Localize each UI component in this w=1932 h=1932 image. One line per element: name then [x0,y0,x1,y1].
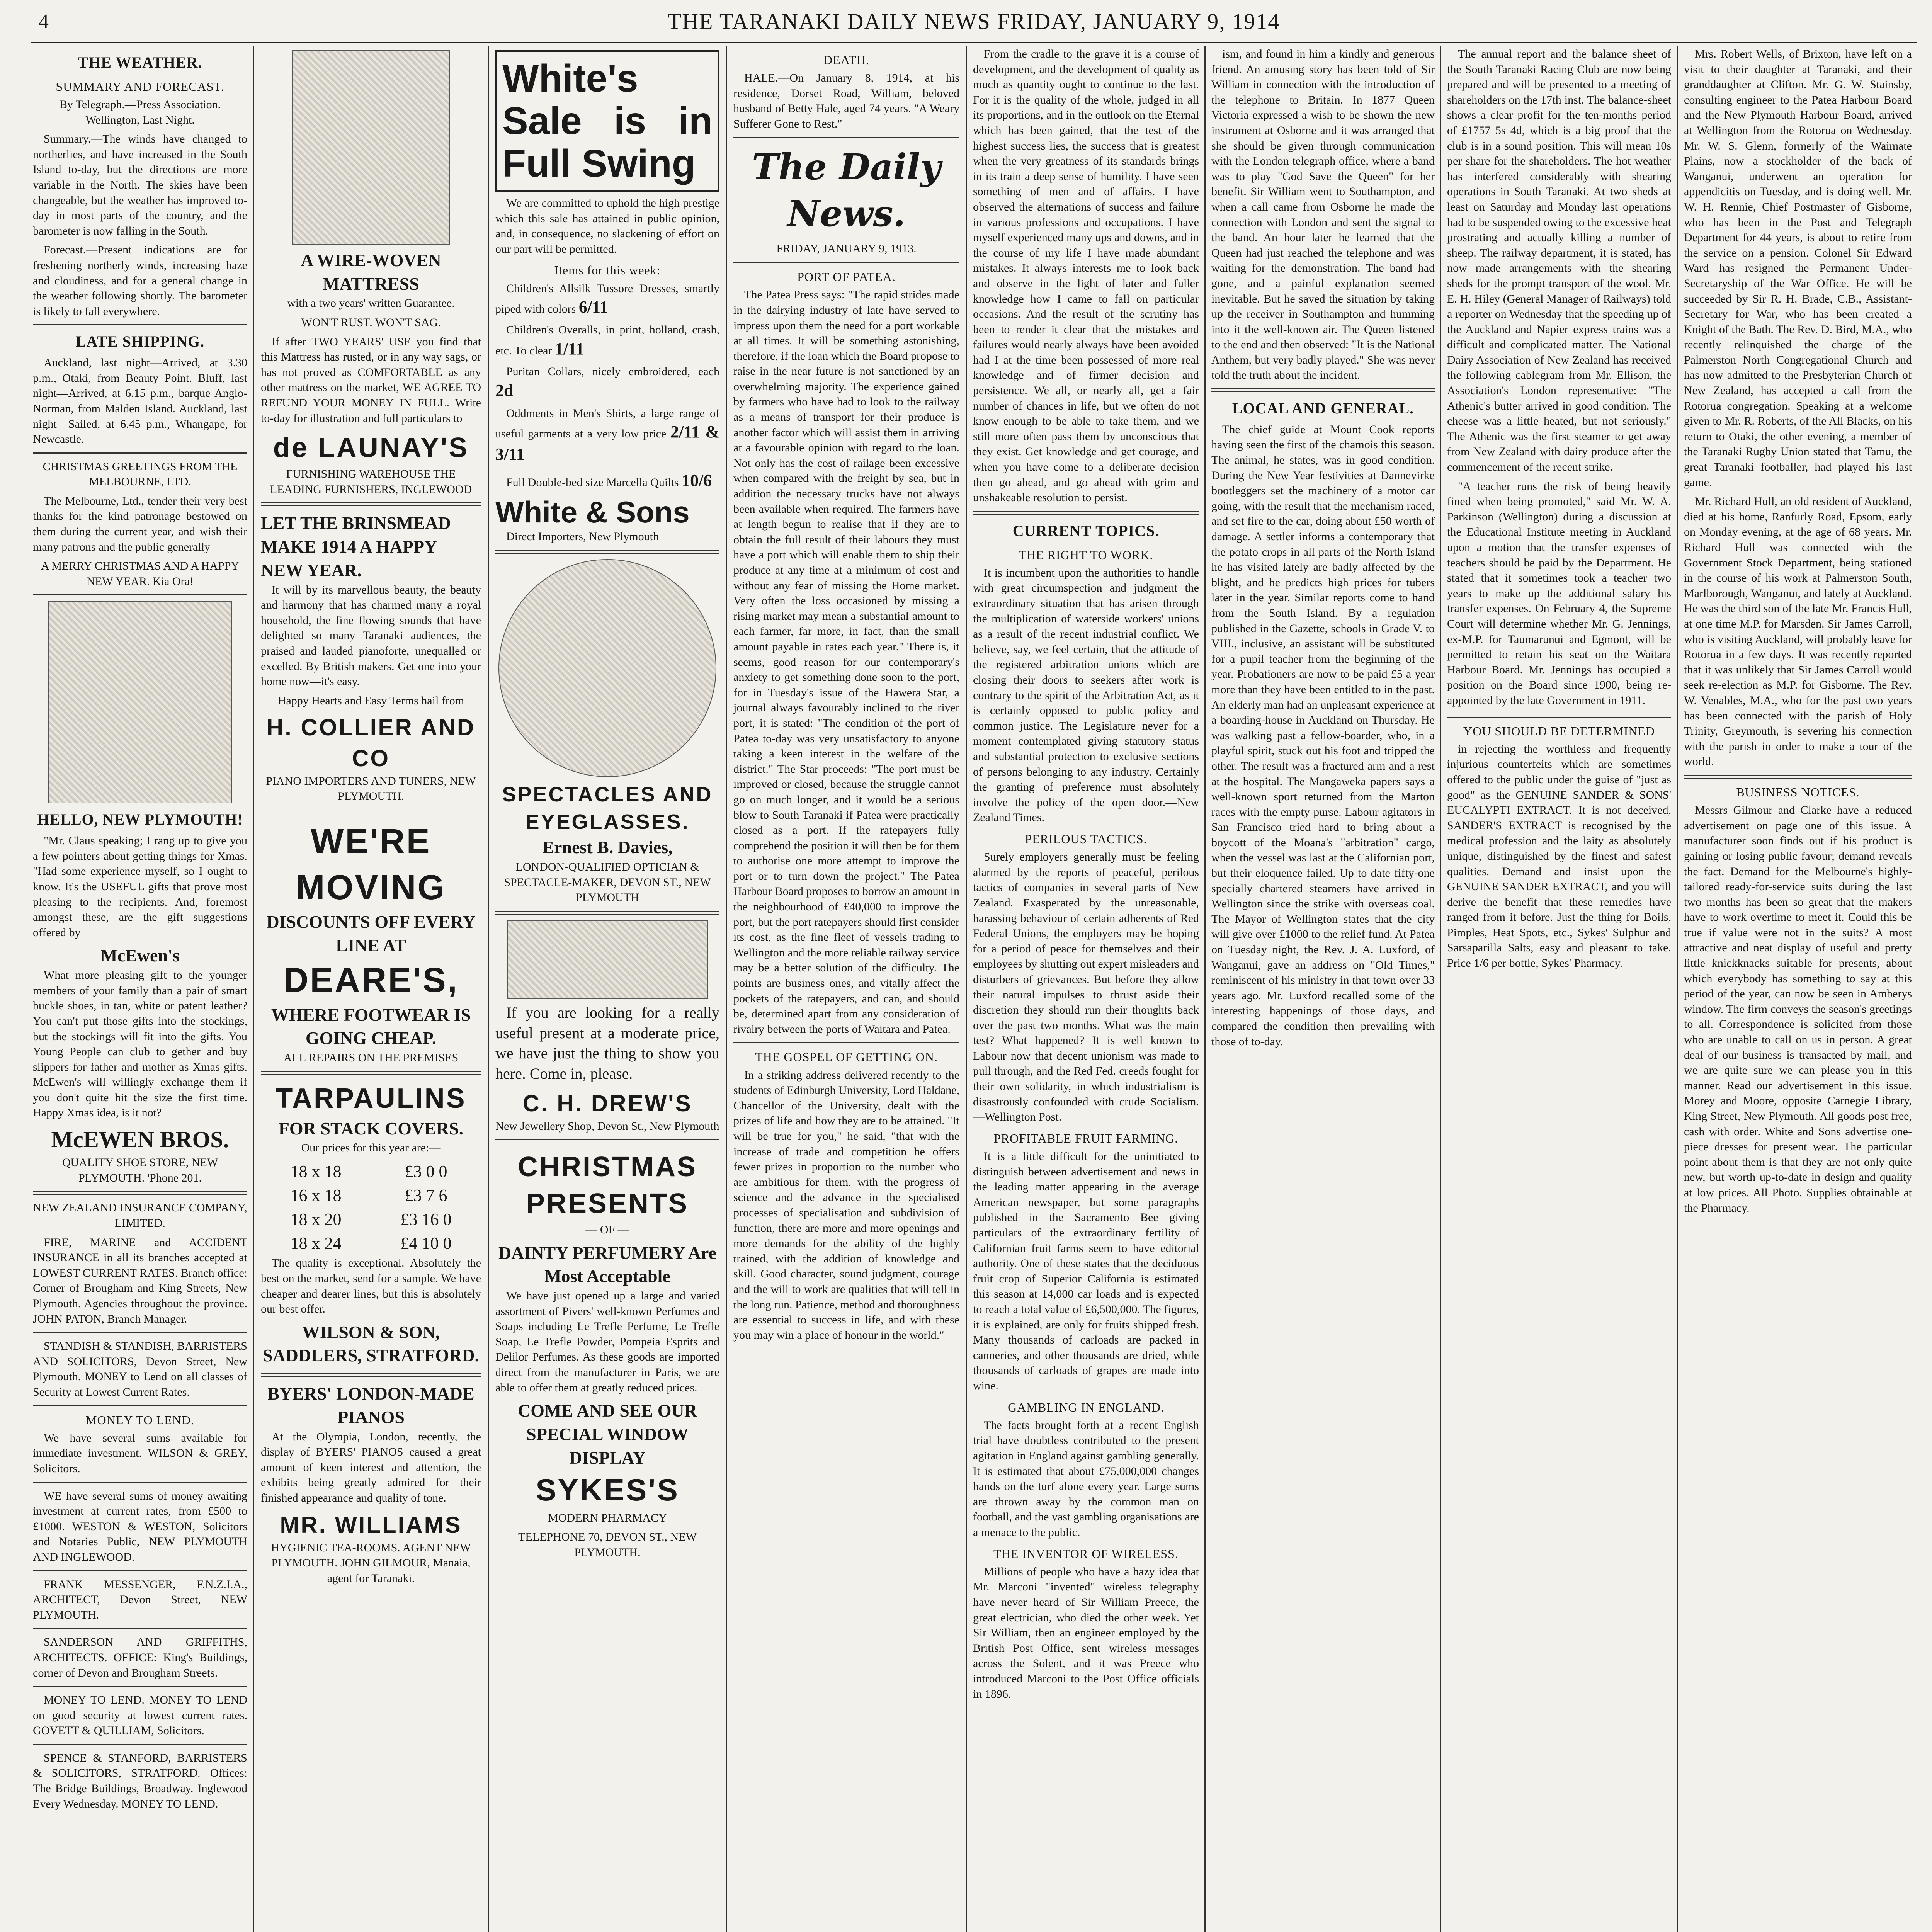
gambling-heading: GAMBLING IN ENGLAND. [1008,1400,1164,1414]
list-item: Children's Allsilk Tussore Dresses, smartly piped with colors 6/11 [495,282,719,317]
determined-text: in rejecting the worthless and frequently injurious counterfeits which are sometimes offered to the public under the guise of "just as good" as the GENUINE SANDER & SONS' EUCALYPTI EXTRACT. It is not deceived, SANDER'S EXTRACT is recognised by the medical profession and the laity as absolutely unique, distinguished by the finest and safest qualities. Demand and insist upon the GENUINE SANDER EXTRACT, and you will derive the benefit that these remedies have ranged from it before. Just the thing for Boils, Pimples, Heat Spots, etc., Sykes' Sulphur and Sarsaparilla Salts, easy and pleasant to take. Price 1/6 per bottle, Sykes' Pharmacy. [1447,742,1671,970]
perilous-tactics-heading: PERILOUS TACTICS. [1025,832,1147,846]
newspaper-logo: The Daily News. [752,146,941,235]
fruit-farming-heading: PROFITABLE FRUIT FARMING. [993,1131,1179,1145]
nz-insurance-heading: NEW ZEALAND INSURANCE COMPANY, LIMITED. [33,1201,247,1230]
jewellery-illustration [507,920,708,999]
govett-notice: MONEY TO LEND. MONEY TO LEND on good security at lowest current rates. GOVETT & QUILLIAM, Solicitors. [33,1694,247,1737]
money-lend-text: We have several sums available for immediate investment. WILSON & GREY, Solicitors. [33,1431,247,1475]
mcewen-bros-sub: QUALITY SHOE STORE, NEW PLYMOUTH. 'Phone 201. [62,1156,218,1184]
whites-sons-heading: White & Sons [495,495,690,529]
column-divider [1440,46,1441,1932]
hull-text: Mr. Richard Hull, an old resident of Auckland, died at his home, Ranfurly Road, Epsom, early on Monday evening, at the age of 68 years. Mr. Richard Hull was connected with the Government Stock Department, being stationed in the course of his work at Palmerston South, Marlborough, Wanganui, and lately at Auckland. He was the third son of the late Mr. Francis Hull, at one time M.P. for Marsden. Sir James Carroll, who is visiting Auckland, will probably leave for Rotorua in a few days. It was recently reported that it was unlikely that Sir James Carroll would seek re-election as M.P. for Gisborne. The Rev. W. Venables, M.A., who for the past two years has been connected with the parish of Holy Trinity, Greymouth, is severing his connection with the parish in order to make a tour of the world. [1684,495,1912,768]
deares-heading: DEARE'S, [283,961,459,1000]
gospel-text: In a striking address delivered recently to the students of Edinburgh University, Lord Haldane, Chancellor of the University, dealt with the prizes of life and how they are to be attained. "It will be true for you," he said, "that with the increase of trade and competition he offers fewer prizes in proportion to the number who are ambitious for them, with the progress of science and the advance in the specialised processes of specialisation and subdivision of function, there are more and more openings and more demands for the ability of the highly trained, with the addition of knowledge and skill. Good character, sound judgment, courage and the will to work are qualities that will tell in the long run. Patience, method and thoroughness are essential to success in life, and with these you may win a place of honour in the world." [733,1068,959,1342]
column-3 [495,46,719,1932]
hello-text: "Mr. Claus speaking; I rang up to give you a few pointers about getting things for Xmas. "Had some experience myself, so I ought to know. It's the USEFUL gifts that prove most pleasing to the recipients. And, foremost amongst these, are the gift suggestions offered by [33,834,247,939]
port-patea-text: The Patea Press says: "The rapid strides made in the dairying industry of late have served to impress upon them the need for a port workable at all times. It will be something astonishing, therefore, if the loan which the Board propose to raise in the near future is not sanctioned by an overwhelming majority. The experience gained by farmers who have had to look to the railway as a means of transport for their produce is another factor which will assist them in arriving at a favourable opinion with regard to the loan. Not only has the cost of railage been excessive when compared with the freight by sea, but in addition the necessary trucks have not always been available when required. The farmers have at length begun to realise that if they are to obtain the full result of their labours they must have a port which will enable them to ship their produce at any time at a minimum of cost and without any fear of missing the Home market. Very often the loss occasioned by missing a rising market may mean a substantial amount to each farmer, far more, in fact, than the small amount payable in rates each year." There is, it seems, good reason for our contemporary's anxiety to get something done soon to the port, for in Tuesday's issue of the Hawera Star, a journal always favourably inclined to the river port, it is stated: "The condition of the port of Patea to-day was very unsatisfactory to anyone taking a keen interest in the welfare of the district." The Star proceeds: "The port must be improved or closed, because the struggle cannot go on much longer, and it would be a serious blow to South Taranaki if Patea were practically closed as a port. If the ratepayers fully comprehend the position it will then be for them to authorise one more attempt to improve the port or to turn down the project." The Patea Harbour Board proposes to borrow an amount in the neighbourhood of £40,000 to improve the port, but the port ratepayers should first consider its cost, as the fine fleet of vessels trading to Wellington and the more reliable railway service may be a better solution of the difficulty. The points are business ones, and vitally affect the pockets of the ratepayers, and can, and should be, determined apart from any consideration of rivalry between the ports of Waitara and Patea. [733,288,959,1036]
perfumery-text: We have just opened up a large and varied assortment of Pivers' well-known Perfumes and Soaps including Le Trefle Perfume, Le Trefle Soap, Le Trefle Powder, Pompeia Esprits and Delilor Perfumes. As these goods are imported direct from the manufacturer in Paris, we are able to offer them at greatly reduced prices. [495,1289,719,1394]
discounts-text: DISCOUNTS OFF EVERY LINE AT [266,912,476,956]
masthead-title: THE TARANAKI DAILY NEWS FRIDAY, JANUARY 9, 1914 [667,9,1280,34]
port-patea-heading: PORT OF PATEA. [797,270,896,284]
current-topics-heading: CURRENT TOPICS. [1012,522,1160,539]
stack-covers: FOR STACK COVERS. [278,1118,464,1138]
teacher-text: "A teacher runs the risk of being heavily fined when being promoted," said Mr. W. A. Parkinson (Wellington) during a discussion at the Educational Institute meeting in Auckland upon a motion that the transfer expenses of teachers should be paid by the Department. He stated that it sometimes took a teacher two years to make up the additional salary his transfer expenses. On February 4, the Supreme Court will determine whether Mr. G. Jennings, ex-M.P. for Taumarunui and Egmont, will be permitted to retain his seat on the Waitara Harbour Board. Mr. Jennings has occupied a position on the Board since 1900, being re-appointed by the late Government in 1911. [1447,480,1671,707]
business-notices-text: Messrs Gilmour and Clarke have a reduced advertisement on page one of this issue. A manufacturer soon finds out if his product is gaining or losing public favour; demand reveals the fact. Demand for the Melbourne's highly-tailored ready-for-service suits during the last two months has been so great that the makers have to work overtime to meet it. Could this be true if value were not in the suits? A most attractive and neat display of useful and pretty little knickknacks suitable for presents, about which everybody has something to say at this period of the year, can now be seen in Amberys window. The firm conveys the season's greetings to all. Correspondence is solicited from those who are unable to call on us in person. A great deal of our business is transacted by mail, and we are quite sure we can please you in this manner. Read our advertisement in this issue. Morey and Moore, opposite Carnegie Library, King Street, New Plymouth. All goods post free, cash with order. White and Sons advertise one-piece dresses for present wear. The particular point about them is that they are not only quite new, but worth up-to-date in design and quality at low prices. All Photo. Supplies obtainable at the Pharmacy. [1684,804,1912,1214]
optical-company-seal [498,559,716,777]
column-1 [33,46,247,1932]
shipping-text: Auckland, last night—Arrived, at 3.30 p.m., Otaki, from Beauty Point. Bluff, last night—Arrived, at 6.15 p.m., barque Anglo-Norman, from Malden Island. Auckland, last night—Sailed, at 6.45 p.m., Whangape, for Newcastle. [33,356,247,446]
spence-notice: SPENCE & STANFORD, BARRISTERS & SOLICITORS, STRATFORD. Offices: The Bridge Buildings, Broadway. Inglewood Every Wednesday. MONEY TO LEND. [33,1751,247,1810]
perfumery-heading: DAINTY PERFUMERY Are Most Acceptable [498,1243,716,1286]
column-divider [253,46,254,1932]
moving-heading-2: MOVING [296,868,446,907]
column-divider [1677,46,1678,1932]
right-to-work-text: It is incumbent upon the authorities to handle with great circumspection and judgment the extraordinary situation that has arisen through the multiplication of waterside workers' unions as a result of the recent industrial conflict. We believe, say, we feel certain, that the attitude of the registered arbitration unions which are closing their doors to seekers after work is contrary to the spirit of the Arbitration Act, as it is certainly opposed to public policy and common justice. The Legislature never for a moment contemplated giving statutory status and substantial protection to exclusive sections of persons belonging to any industry. Certainly the granting of preference must absolutely involve the policy of the open door.—New Zealand Times. [973,566,1199,824]
williams-sub: HYGIENIC TEA-ROOMS. AGENT NEW PLYMOUTH. JOHN GILMOUR, Manaia, agent for Taranaki. [271,1541,471,1585]
weather-subheading: SUMMARY AND FORECAST. [56,79,224,94]
mcewens-brand: McEwen's [100,946,180,966]
come-see-heading: COME AND SEE OUR SPECIAL WINDOW DISPLAY [518,1401,697,1468]
moving-heading-1: WE'RE [311,822,431,861]
tarpaulin-text: The quality is exceptional. Absolutely the best on the market, send for a sample. We have cheaper and dearer lines, but this is absolutely our best offer. [261,1257,481,1316]
business-notices-heading: BUSINESS NOTICES. [1736,785,1860,799]
column-divider [726,46,727,1932]
wireless-text: Millions of people who have a hazy idea that Mr. Marconi "invented" wireless telegraphy have never heard of Sir William Preece, the great electrician, who died the other week. Yet Sir William, then an engineer employed by the British Post Office, sent wireless messages across the Solent, and it was Preece who introduced Marconi to the Post Office officials in 1896. [973,1565,1199,1701]
column-divider [488,46,489,1932]
wilson-son: WILSON & SON, SADDLERS, STRATFORD. [262,1322,480,1366]
messenger-notice: FRANK MESSENGER, F.N.Z.I.A., ARCHITECT, Devon Street, NEW PLYMOUTH. [33,1578,247,1621]
column-8 [1684,46,1912,1932]
weather-forecast: Forecast.—Present indications are for freshening northerly winds, increasing haze and cloudiness, and for a general change in the weather following shortly. The barometer is likely to fall everywhere. [33,243,247,318]
list-item: Puritan Collars, nicely embroidered, each 2d [495,365,719,400]
williams-heading: MR. WILLIAMS [280,1512,462,1538]
column-5 [973,46,1199,1932]
list-item: Oddments in Men's Shirts, a large range of useful garments at a very low price 2/11 & 3/11 [495,406,719,464]
local-general-text: The chief guide at Mount Cook reports having seen the first of the chamois this season. The animal, he states, was in good condition. During the New Year festivities at Dannevirke bootleggers set the machinery of a motor car going, with the result that the mechanism raced, and set fire to the car, doing about £50 worth of damage. A settler informs a contemporary that the potato crops in all parts of the North Island he has visited lately are badly affected by the blight, and he predicts high prices for tubers later in the year. Similar reports come to hand from the South Island. By a regulation published in the Gazette, schools in Grade V. to VIII., inclusive, an assistant will be substituted for a pupil teacher from the beginning of the year. Probationers are now to be paid £5 a year more than they have been entitled to in the past. An elderly man had an unpleasant experience at a boarding-house in Auckland on Thursday. He was walking past a fellow-boarder, who, in a playful spirit, stuck out his foot and tripped the other. The result was a fractured arm and a rest at the hospital. The Mangaweka papers says a well-known sport returned from the Marton races with the empty purse. Labour agitators in San Francisco tried hard to bring about a boycott of the Moana's "arbitration" cargo, when the vessel was last at the Californian port, but their eloquence failed. Up to date fifty-one specially chartered steamers have arrived in Wellington since the strike with overseas coal. The Mayor of Wellington states that the city will give over £1000 to the relief fund. At Patea on Tuesday night, the Rev. J. A. Luxford, of Wanganui, gave an address on "Old Times," reminiscent of his ministry in that town over 33 years ago. Mr. Luxford recalled some of the interesting happenings of those days, and compared the condition then prevailing with those of to-day. [1211,423,1435,1048]
of-divider: — OF — [585,1223,629,1236]
column-6 [1211,46,1435,1932]
table-row: 18 x 18 £3 0 0 [290,1162,447,1181]
whites-sale-title: White's Sale is in Full Swing [502,57,713,185]
sale-items-list [495,281,719,492]
drew-sub: New Jewellery Shop, Devon St., New Plymouth [495,1120,719,1133]
spectacles-heading: SPECTACLES AND EYEGLASSES. [502,782,713,834]
wireless-heading: THE INVENTOR OF WIRELESS. [993,1546,1179,1561]
sykes-address: TELEPHONE 70, DEVON ST., NEW PLYMOUTH. [518,1531,697,1559]
whites-sale-ad [495,50,719,192]
determined-heading: YOU SHOULD BE DETERMINED [1463,724,1655,738]
collier-heading: H. COLLIER AND CO [266,714,476,771]
sykes-sub: MODERN PHARMACY [548,1511,667,1524]
column-divider [1204,46,1206,1932]
weston-notice: WE have several sums of money awaiting investment at current rates, from £500 to £1000. WESTON & WESTON, Solicitors and Notaries Public, NEW PLYMOUTH AND INGLEWOOD. [33,1489,247,1563]
standish-notice: STANDISH & STANDISH, BARRISTERS AND SOLICITORS, Devon Street, New Plymouth. MONEY to Lend on all classes of Security at Lowest Current Rates. [33,1340,247,1398]
prices-heading: Our prices for this year are:— [301,1141,441,1155]
whites-sons-sub: Direct Importers, New Plymouth [506,530,659,543]
xmas-greetings-heading: CHRISTMAS GREETINGS FROM THE MELBOURNE, LTD. [43,460,238,488]
sleeper-illustration [292,50,450,245]
brinsmead-text: It will by its marvellous beauty, the beauty and harmony that has charmed many a royal household, the fine flowing sounds that have delighted so many Taranaki audiences, the praised and lauded pianoforte, unequalled or excelled. By British makers. Get one into your home now—it's easy. [261,583,481,688]
weather-summary: Summary.—The winds have changed to northerlies, and have increased in the South Island to-day, but the directions are more variable in the North. The skies have been changeable, but the weather has improved to-day in most parts of the country, and the barometer is now falling in the South. [33,133,247,237]
gambling-text: The facts brought forth at a recent English trial have doubtless contributed to the present agitation in England against gambling generally. It is estimated that about £75,000,000 changes hands on the turf alone every year. Large sums are thrown away by the common man on football, and the vast gambling organisations are a menace to the public. [973,1418,1199,1539]
edition-date: FRIDAY, JANUARY 9, 1913. [776,242,917,255]
death-notice: HALE.—On January 8, 1914, at his residence, Dorset Road, William, beloved husband of Betty Hale, aged 74 years. "A Weary Sufferer Gone to Rest." [733,71,959,131]
local-general-heading: LOCAL AND GENERAL. [1232,400,1414,417]
byers-heading: BYERS' LONDON-MADE PIANOS [267,1384,474,1427]
column-2 [261,46,481,1932]
collier-sub: PIANO IMPORTERS AND TUNERS, NEW PLYMOUTH. [266,774,476,803]
mattress-tags: WON'T RUST. WON'T SAG. [301,316,441,329]
hello-heading: HELLO, NEW PLYMOUTH! [37,811,243,828]
davies-heading: Ernest B. Davies, [542,837,673,857]
column-divider [966,46,967,1932]
sykes-heading: SYKES'S [536,1473,679,1507]
mattress-heading: A WIRE-WOVEN MATTRESS [301,250,441,294]
items-heading: Items for this week: [554,263,661,277]
masthead [31,8,1917,35]
money-lend-heading: MONEY TO LEND. [86,1413,194,1427]
mcewens-text: What more pleasing gift to the younger members of your family than a pair of smart buckle shoes, in tan, white or patent leather? You can't put those gifts into the stockings, but the stockings will fit into the gifts. You Young People can club to gether and buy slippers for father and mother as Xmas gifts. McEwen's will willingly exchange them if you don't quite hit the size the first time. Happy Xmas idea, is it not? [33,969,247,1119]
personal-notes-text: Mrs. Robert Wells, of Brixton, have left on a visit to their daughter at Taranaki, and their granddaughter at Clifton. Mr. G. W. Stainsby, consulting engineer to the Patea Harbour Board and the New Plymouth Harbour Board, arrived at Wellington from the Rotorua on Wednesday. Mr. W. S. Glenn, formerly of the Waimate Plains, now a stockholder of the back of Wanganui, underwent an operation for appendicitis on Tuesday, and is doing well. Mr. W. H. Rennie, Chief Postmaster of Gisborne, who has been in the Post and Telegraph Department for 44 years, is about to retire from the service on a pension. Colonel Sir Edward Ward has resigned the Permanent Under-Secretaryship of the War Office. He will be succeeded by Sir R. H. Brade, C.B., Assistant-Secretary for War, who has been created a Knight of the Bath. The Rev. D. Bird, M.A., who recently relinquished the charge of the Palmerston North Congregational Church and has now admitted to the Presbyterian Church of New Zealand, has accepted a call from the Rotorua congregation. Speaking at a welcome given to Mr. R. Roberts, of the All Blacks, on his return to Otaki, the other evening, a member of the Taranaki Rugby Union stated that Tamu, the great Taranaki footballer, had played his last game. [1684,48,1912,489]
mattress-text: If after TWO YEARS' USE you find that this Mattress has rusted, or in any way sags, or has not proved as COMFORTABLE as any other mattress on the market, WE AGREE TO REFUND YOUR MONEY IN FULL. Write to-day for illustration and full particulars to [261,335,481,425]
delaunay-heading: de LAUNAY'S [273,432,469,464]
perilous-tactics-text: Surely employers generally must be feeling alarmed by the reports of peaceful, perilous tactics of companies in several parts of New Zealand. Exasperated by the unreasonable, harassing behaviour of certain adherents of Red Federal Unions, the employers may be hoping for a period of peace for themselves and their employees by shutting out expert misleaders and disturbers of grievances. But before they allow their natural impulses to thrust aside their discretion they should run their thoughts back over the past two months. What was the main test? What happened? It is well known to Labour now that decent unionism was made to pull through, and the Red Fed. creeds fought for their own solidarity, in which industrialism is disastrously confounded with crude Socialism.—Wellington Post. [973,850,1199,1124]
davies-sub: LONDON-QUALIFIED OPTICIAN & SPECTACLE-MAKER, DEVON ST., NEW PLYMOUTH [504,861,711,904]
nz-insurance-text: FIRE, MARINE and ACCIDENT INSURANCE in all its branches accepted at LOWEST CURRENT RATES. Branch office: Corner of Brougham and King Streets, New Plymouth. Agencies throughout the province. JOHN PATON, Branch Manager. [33,1236,247,1325]
table-row: 16 x 18 £3 7 6 [290,1186,447,1205]
brinsmead-heading: LET THE BRINSMEAD MAKE 1914 A HAPPY NEW YEAR. [261,513,451,580]
mcewen-bros-heading: McEWEN BROS. [51,1127,229,1153]
drew-heading: C. H. DREW'S [522,1090,692,1117]
death-heading: DEATH. [823,53,869,67]
table-row: 18 x 20 £3 16 0 [290,1210,452,1229]
xmas-greetings-text: The Melbourne, Ltd., tender their very best thanks for the kind patronage bestowed on them during the current year, and wish their many patrons and the public generally [33,494,247,553]
christmas-presents-heading: CHRISTMAS PRESENTS [518,1151,697,1219]
tarpaulin-price-table [261,1160,481,1255]
list-item: Full Double-bed size Marcella Quilts 10/6 [506,471,712,490]
tarpaulins-heading: TARPAULINS [276,1083,466,1114]
xmas-wish: A MERRY CHRISTMAS AND A HAPPY NEW YEAR. Kia Ora! [41,560,240,588]
racing-club-text: The annual report and the balance sheet of the South Taranaki Racing Club are now being prepared and will be presented to a meeting of shareholders on the 17th inst. The balance-sheet shows a clear profit for the ten-months period of £1757 5s 4d, which is a big proof that the club is in a sound position. This will mean 10s per share for the shareholders. The hot weather has interfered considerably with shearing operations in South Taranaki. At two sheds at least on Saturday and Monday last operations had to be suspended owing to the excessive heat prostrating and actually killing a number of sheep. The railway department, it is stated, has now made arrangements with the shearing sheds for the prompt transport of the wool. Mr. E. H. Hiley (General Manager of Railways) told a reporter on Wednesday that the speeding up of the Auckland and Napier express trains was a difficult and complicated matter. The National Dairy Association of New Zealand has received the following cablegram from Mr. Ellison, the Association's London representative: "The Athenic's butter arrived in good condition. The cheese was a little heated, but not seriously." The Athenic was the first steamer to get away from New Zealand with dairy produce after the commencement of the recent strike. [1447,48,1671,474]
deares-sub: WHERE FOOTWEAR IS GOING CHEAP. [271,1005,471,1048]
right-to-work-heading: THE RIGHT TO WORK. [1019,548,1153,562]
happy-hearts: Happy Hearts and Easy Terms hail from [277,694,464,707]
cradle-text: From the cradle to the grave it is a course of development, and the development of quality as much as quantity ought to continue to the last. For it is the quality of the whole, judged in all its proportions, and in the outlook on the Eternal which has been gained, that the test of the highest success lies, the success that is greatest when the very greatness of its standards brings in its train a deep sense of humility. I have seen something of men and of affairs. I have observed the alternations of success and failure in various professions and occupations. I have myself experienced many ups and downs, and in the course of my life I have made abundant mistakes. It always interests me to look back and observe in the light of later and fuller knowledge how I came to fall on particular occasions. And the result of the scrutiny has been to render it clear that the mistakes and failures would nearly always have been avoided had I at the time been possessed of more real knowledge and of firmer decision and persistence. We all, or nearly all, get a fair number of chances in life, but we often do not know enough to be able to take them, and we still more often pass them by unconscious that they exist. Get knowledge and get courage, and when you have come to a deliberate decision then go ahead, and go ahead with grim and unshakeable resolution to persist. [973,48,1199,504]
fruit-farming-text: It is a little difficult for the uninitiated to distinguish between advertisement and news in the leading matter appearing in the average American newspaper, but some paragraphs published in the Sacramento Bee giving particulars of the extraordinary fertility of Californian fruit farms seem to have editorial authority. One of these states that the deciduous fruit crop of Superior California is estimated this season at 14,000 car loads and is expected to reach a total value of £6,500,000. The figures, it is explained, are only for fruits shipped fresh. Many thousands of carloads are packed in canneries, and other thousands are dried, while thousands of carloads of grapes are made into wine. [973,1150,1199,1392]
page-number: 4 [39,10,49,32]
column-7 [1447,46,1671,1932]
whites-sale-text: We are committed to uphold the high prestige which this sale has attained in public opinion, and, in consequence, no slackening of effort on our part will be permitted. [495,197,719,255]
gospel-heading: THE GOSPEL OF GETTING ON. [755,1050,938,1064]
shipping-heading: LATE SHIPPING. [75,333,205,350]
delaunay-sub: FURNISHING WAREHOUSE THE LEADING FURNISHERS, INGLEWOOD [270,468,472,496]
weather-byline: By Telegraph.—Press Association. Wellington, Last Night. [59,98,221,126]
mattress-sub: with a two years' written Guarantee. [287,297,455,310]
repairs-note: ALL REPAIRS ON THE PREMISES [283,1051,459,1065]
masthead-rule [31,42,1917,43]
sanderson-notice: SANDERSON AND GRIFFITHS, ARCHITECTS. OFFICE: King's Buildings, corner of Devon and Brougham Streets. [33,1636,247,1679]
santa-telephone-illustration [48,601,232,803]
drew-text: If you are looking for a really useful present at a moderate price, we have just the thing to show you here. Come in, please. [495,1003,719,1083]
byers-text: At the Olympia, London, recently, the display of BYERS' PIANOS caused a great amount of keen interest and attention, the exhibits being greatly admired for their finished appearance and quality of tone. [261,1430,481,1505]
preece-text: ism, and found in him a kindly and generous friend. An amusing story has been told of Sir William in connection with the introduction of the telephone to Britain. In 1877 Queen Victoria expressed a wish to be shown the new instrument at Osborne and it was arranged that she should be given through communication with the London telegraph office, where a band was to play "God Save the Queen" for her benefit. Sir William went to Southampton, and when a call came from Osborne he made the connection with London and sent the signal to the band. An hour later he learned that the Queen had just reached the telephone and was waiting for the demonstration. The band had gone, and a painful explanation seemed inevitable. But he saved the situation by taking up the receiver in Southampton and humming into it the well-known air. The Queen listened to the end and then observed: "It is the National Anthem, but very badly played." She was never told the truth about the incident. [1211,48,1435,382]
weather-heading: THE WEATHER. [78,54,202,71]
column-4 [733,46,959,1932]
table-row: 18 x 24 £4 10 0 [290,1234,452,1253]
list-item: Children's Overalls, in print, holland, crash, etc. To clear 1/11 [495,323,719,358]
